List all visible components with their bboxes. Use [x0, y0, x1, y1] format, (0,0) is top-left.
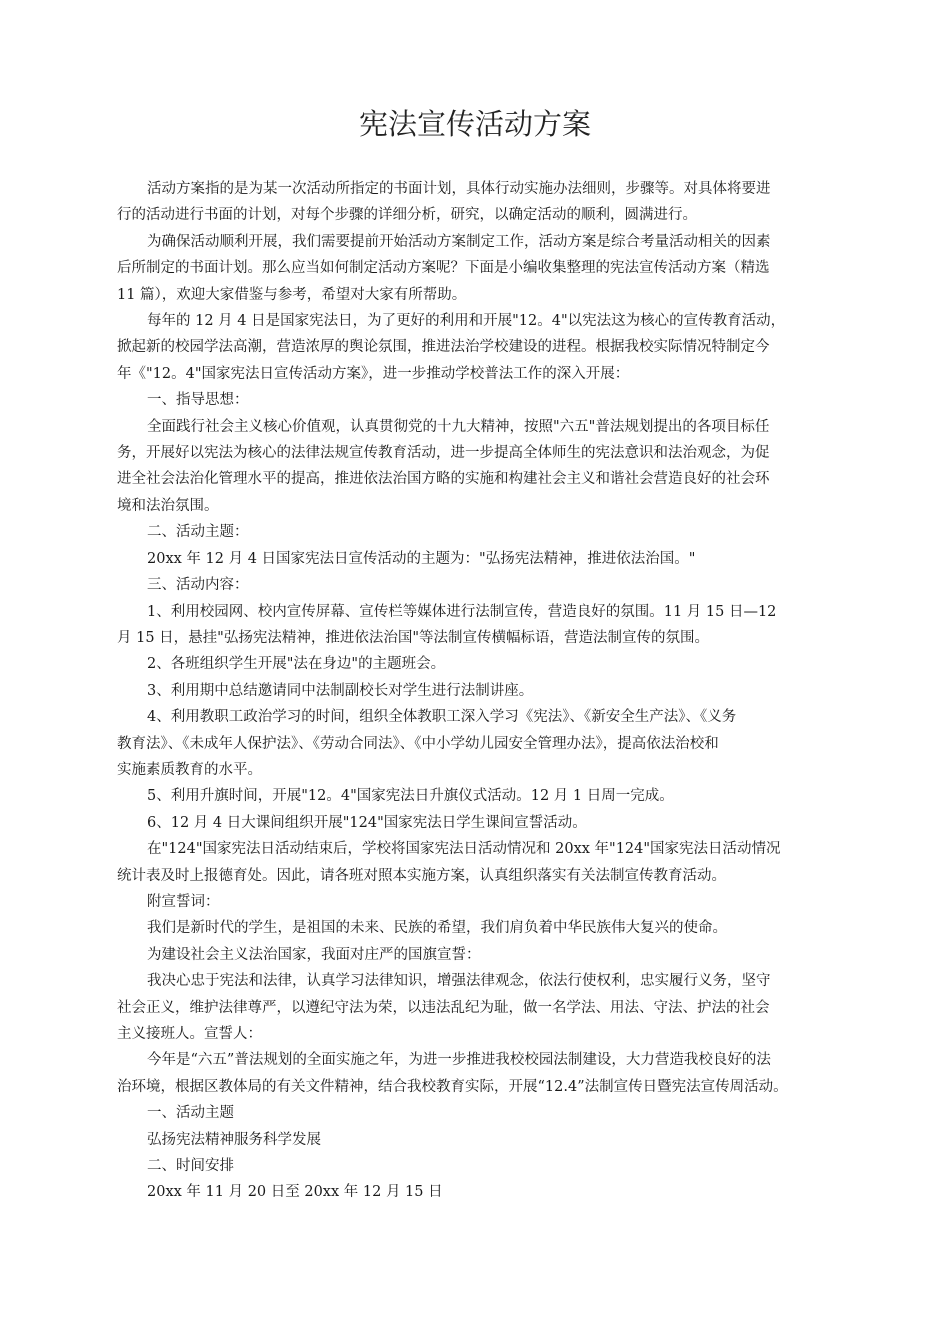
paragraph: [117, 889, 862, 915]
paragraph: [117, 651, 862, 677]
text-line: 为建设社会主义法治国家，我面对庄严的国旗宣誓：: [147, 946, 481, 963]
paragraph: [117, 572, 862, 598]
text-line: 实施素质教育的水平。: [117, 761, 262, 778]
paragraph: [117, 519, 862, 545]
text-line: 1、利用校园网、校内宣传屏幕、宣传栏等媒体进行法制宣传，营造良好的氛围。11 月 15 日—12: [147, 603, 777, 620]
paragraph: [117, 1047, 862, 1100]
paragraph: [117, 704, 862, 783]
text-line: 境和法治氛围。: [117, 497, 219, 514]
text-line: 我决心忠于宪法和法律，认真学习法律知识，增强法律观念，依法行使权利，忠实履行义务，坚守: [147, 973, 771, 990]
paragraph: [117, 308, 862, 387]
paragraph: [117, 1179, 862, 1205]
text-line: 治环境，根据区教体局的有关文件精神，结合我校教育实际，开展“12.4”法制宣传日暨宪法宣传周活动。: [117, 1078, 788, 1095]
text-line: 每年的 12 月 4 日是国家宪法日，为了更好的利用和开展"12。4"以宪法这为核心的宣传教育活动，: [147, 313, 786, 330]
text-line: 2、各班组织学生开展"法在身边"的主题班会。: [147, 656, 446, 673]
text-line: 为确保活动顺利开展，我们需要提前开始活动方案制定工作，活动方案是综合考量活动相关的因素: [147, 233, 771, 250]
text-line: 进全社会法治化管理水平的提高，推进依法治国方略的实施和构建社会主义和谐社会营造良好的社会环: [117, 471, 770, 488]
paragraph: [117, 599, 862, 652]
text-line: 附宣誓词：: [147, 893, 220, 910]
text-line: 一、指导思想：: [147, 392, 249, 409]
text-line: 4、利用教职工政治学习的时间，组织全体教职工深入学习《宪法》、《新安全生产法》、《义务: [147, 709, 737, 726]
text-line: 社会正义，维护法律尊严，以遵纪守法为荣，以违法乱纪为耻，做一名学法、用法、守法、护法的社会: [117, 999, 770, 1016]
text-line: 全面践行社会主义核心价值观，认真贯彻党的十九大精神，按照"六五"普法规划提出的各项目标任: [147, 418, 770, 435]
text-line: 后所制定的书面计划。那么应当如何制定活动方案呢？下面是小编收集整理的宪法宣传活动方案（精选: [117, 260, 770, 277]
text-line: 掀起新的校园学法高潮，营造浓厚的舆论氛围，推进法治学校建设的进程。根据我校实际情况特制定今: [117, 339, 770, 356]
text-line: 今年是“六五”普法规划的全面实施之年，为进一步推进我校校园法制建设，大力营造我校良好的法: [147, 1052, 771, 1069]
document-title: 宪法宣传活动方案: [358, 107, 591, 141]
text-line: 弘扬宪法精神服务科学发展: [147, 1131, 321, 1148]
paragraph: [117, 1100, 862, 1126]
text-line: 我们是新时代的学生，是祖国的未来、民族的希望，我们肩负着中华民族伟大复兴的使命。: [147, 920, 727, 937]
paragraph: [117, 783, 862, 809]
paragraph: [117, 1127, 862, 1153]
paragraph: [117, 546, 862, 572]
paragraph: [117, 1153, 862, 1179]
text-line: 二、活动主题：: [147, 524, 249, 541]
paragraph: [117, 942, 862, 968]
text-line: 行的活动进行书面的计划，对每个步骤的详细分析，研究，以确定活动的顺利，圆满进行。: [117, 207, 697, 224]
text-line: 6、12 月 4 日大课间组织开展"124"国家宪法日学生课间宣誓活动。: [147, 814, 587, 831]
text-line: 20xx 年 11 月 20 日至 20xx 年 12 月 15 日: [147, 1184, 443, 1201]
text-line: 在"124"国家宪法日活动结束后，学校将国家宪法日活动情况和 20xx 年"124"国家宪法日活动情况: [147, 841, 781, 858]
text-line: 教育法》、《未成年人保护法》、《劳动合同法》、《中小学幼儿园安全管理办法》，提高依法治校和: [117, 735, 719, 752]
paragraph: [117, 387, 862, 413]
paragraph: [117, 229, 862, 308]
text-line: 20xx 年 12 月 4 日国家宪法日宣传活动的主题为："弘扬宪法精神，推进依法治国。": [147, 550, 696, 567]
text-line: 一、活动主题: [147, 1105, 234, 1122]
text-line: 11 篇），欢迎大家借鉴与参考，希望对大家有所帮助。: [117, 286, 467, 303]
paragraph: [117, 836, 862, 889]
text-line: 务，开展好以宪法为核心的法律法规宣传教育活动，进一步提高全体师生的宪法意识和法治观念，为促: [117, 445, 770, 462]
paragraph: [117, 176, 862, 229]
text-line: 三、活动内容：: [147, 577, 249, 594]
text-line: 5、利用升旗时间，开展"12。4"国家宪法日升旗仪式活动。12 月 1 日周一完成。: [147, 788, 674, 805]
paragraph: [117, 968, 862, 1047]
paragraph: [117, 915, 862, 941]
paragraph: [117, 678, 862, 704]
paragraph: [117, 810, 862, 836]
document-body: [117, 176, 862, 1206]
text-line: 二、时间安排: [147, 1158, 234, 1175]
text-line: 活动方案指的是为某一次活动所指定的书面计划，具体行动实施办法细则，步骤等。对具体将要进: [147, 181, 771, 197]
text-line: 月 15 日，悬挂"弘扬宪法精神，推进依法治国"等法制宣传横幅标语，营造法制宣传的氛围。: [117, 629, 710, 646]
paragraph: [117, 414, 862, 520]
text-line: 年《"12。4"国家宪法日宣传活动方案》，进一步推动学校普法工作的深入开展：: [117, 365, 630, 382]
text-line: 3、利用期中总结邀请同中法制副校长对学生进行法制讲座。: [147, 682, 534, 699]
text-line: 主义接班人。宣誓人：: [117, 1026, 262, 1042]
text-line: 统计表及时上报德育处。因此，请各班对照本实施方案，认真组织落实有关法制宣传教育活动。: [117, 867, 726, 884]
